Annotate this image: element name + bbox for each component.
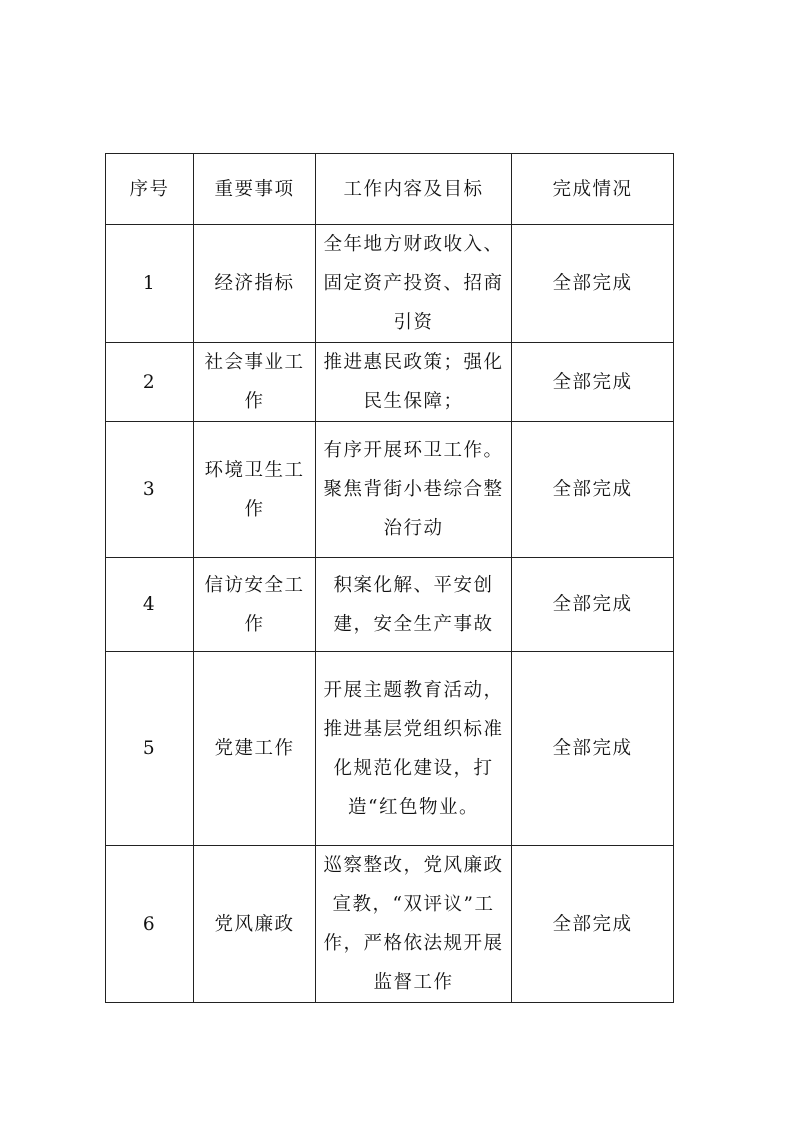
- row-status: 全部完成: [512, 558, 674, 652]
- row-index: 4: [106, 558, 194, 652]
- row-content: 全年地方财政收入、固定资产投资、招商引资: [316, 225, 512, 343]
- table-row: [106, 846, 674, 1003]
- row-item: 经济指标: [194, 225, 316, 343]
- header-item: 重要事项: [194, 154, 316, 225]
- row-item: 信访安全工作: [194, 558, 316, 652]
- row-index: 5: [106, 652, 194, 846]
- row-content: 积案化解、平安创建，安全生产事故: [316, 558, 512, 652]
- table-row: [106, 652, 674, 846]
- row-index: 6: [106, 846, 194, 1003]
- row-item: 党风廉政: [194, 846, 316, 1003]
- row-status: 全部完成: [512, 846, 674, 1003]
- row-item: 环境卫生工作: [194, 422, 316, 558]
- table-row: [106, 558, 674, 652]
- row-content: 巡察整改，党风廉政宣教，“双评议”工作，严格依法规开展监督工作: [316, 846, 512, 1003]
- row-status: 全部完成: [512, 422, 674, 558]
- work-summary-table: [105, 153, 674, 1003]
- table-row: [106, 343, 674, 422]
- table-row: [106, 422, 674, 558]
- row-content: 有序开展环卫工作。聚焦背街小巷综合整治行动: [316, 422, 512, 558]
- row-index: 2: [106, 343, 194, 422]
- header-index: 序号: [106, 154, 194, 225]
- table-header-row: [106, 154, 674, 225]
- table-row: [106, 225, 674, 343]
- row-item: 党建工作: [194, 652, 316, 846]
- row-index: 1: [106, 225, 194, 343]
- row-content: 推进惠民政策；强化民生保障；: [316, 343, 512, 422]
- row-status: 全部完成: [512, 652, 674, 846]
- row-index: 3: [106, 422, 194, 558]
- header-content: 工作内容及目标: [316, 154, 512, 225]
- row-status: 全部完成: [512, 343, 674, 422]
- row-content: 开展主题教育活动，推进基层党组织标准化规范化建设，打造“红色物业。: [316, 652, 512, 846]
- header-status: 完成情况: [512, 154, 674, 225]
- row-status: 全部完成: [512, 225, 674, 343]
- row-item: 社会事业工作: [194, 343, 316, 422]
